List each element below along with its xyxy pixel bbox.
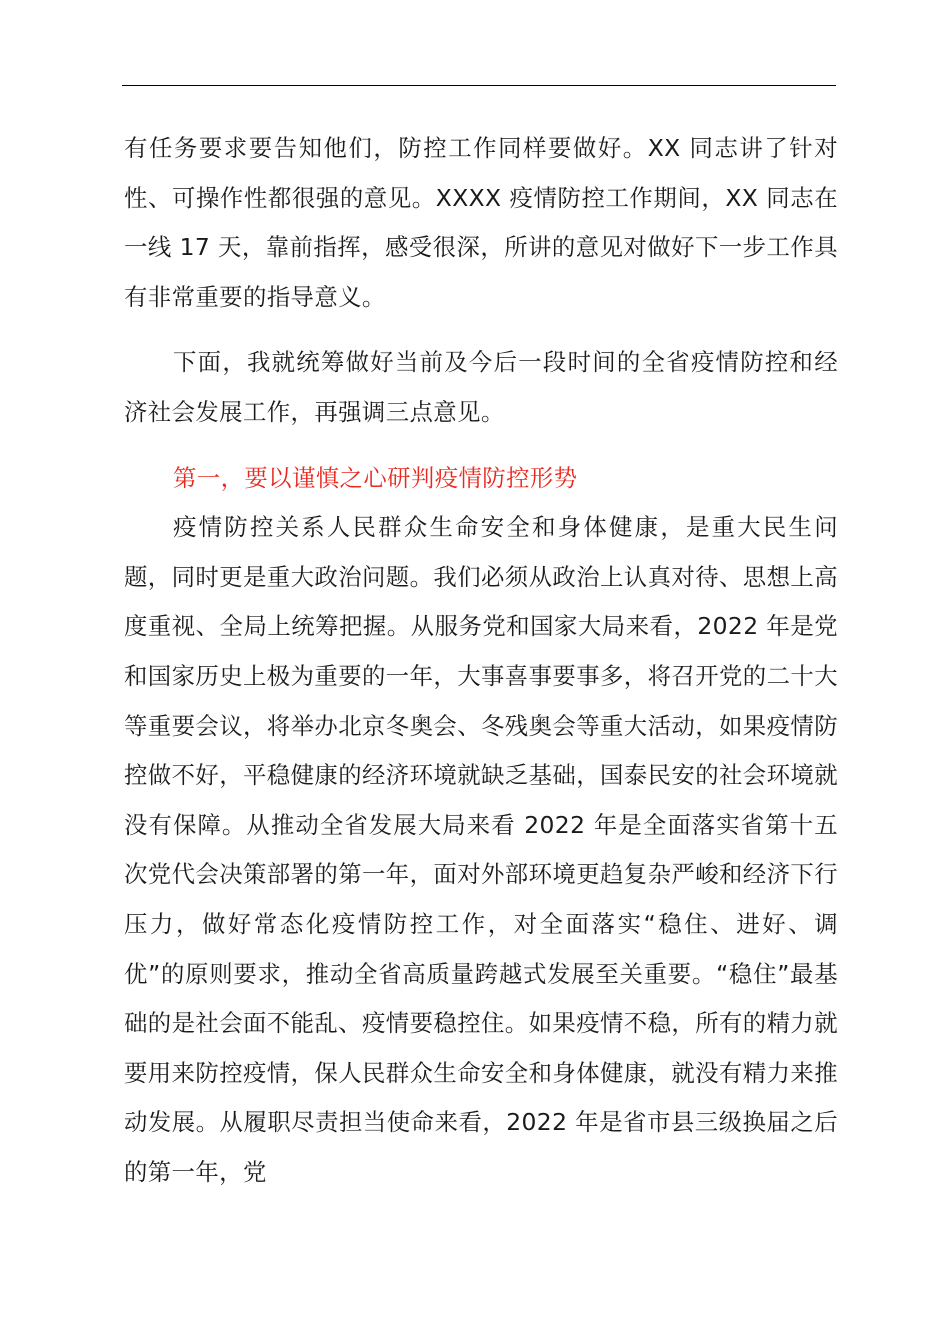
body-text — [124, 124, 838, 1197]
paragraph-continued: 有任务要求要告知他们，防控工作同样要做好。XX 同志讲了针对性、可操作性都很强的意见。XXXX 疫情防控工作期间，XX 同志在一线 17 天，靠前指挥，感受很深，所讲的意见对做好下一步工作具有非常重要的指导意义。 — [124, 134, 838, 311]
paragraph-body: 疫情防控关系人民群众生命安全和身体健康，是重大民生问题，同时更是重大政治问题。我们必须从政治上认真对待、思想上高度重视、全局上统筹把握。从服务党和国家大局来看，2022 年是党和国家历史上极为重要的一年，大事喜事要事多，将召开党的二十大等重要会议，将举办北京冬奥会、冬残奥会等重大活动，如果疫情防控做不好，平稳健康的经济环境就缺乏基础，国泰民安的社会环境就没有保障。从推动全省发展大局来看 2022 年是全面落实省第十五次党代会决策部署的第一年，面对外部环境更趋复杂严峻和经济下行压力，做好常态化疫情防控工作，对全面落实“稳住、进好、调优”的原则要求，推动全省高质量跨越式发展至关重要。“稳住”最基础的是社会面不能乱、疫情要稳控住。如果疫情不稳，所有的精力就要用来防控疫情，保人民群众生命安全和身体健康，就没有精力来推动发展。从履职尽责担当使命来看，2022 年是省市县三级换届之后的第一年，党 — [124, 513, 838, 1186]
paragraph-intro: 下面，我就统筹做好当前及今后一段时间的全省疫情防控和经济社会发展工作，再强调三点意见。 — [124, 348, 838, 426]
section-heading: 第一，要以谨慎之心研判疫情防控形势 — [173, 463, 578, 492]
header-rule — [122, 85, 836, 86]
